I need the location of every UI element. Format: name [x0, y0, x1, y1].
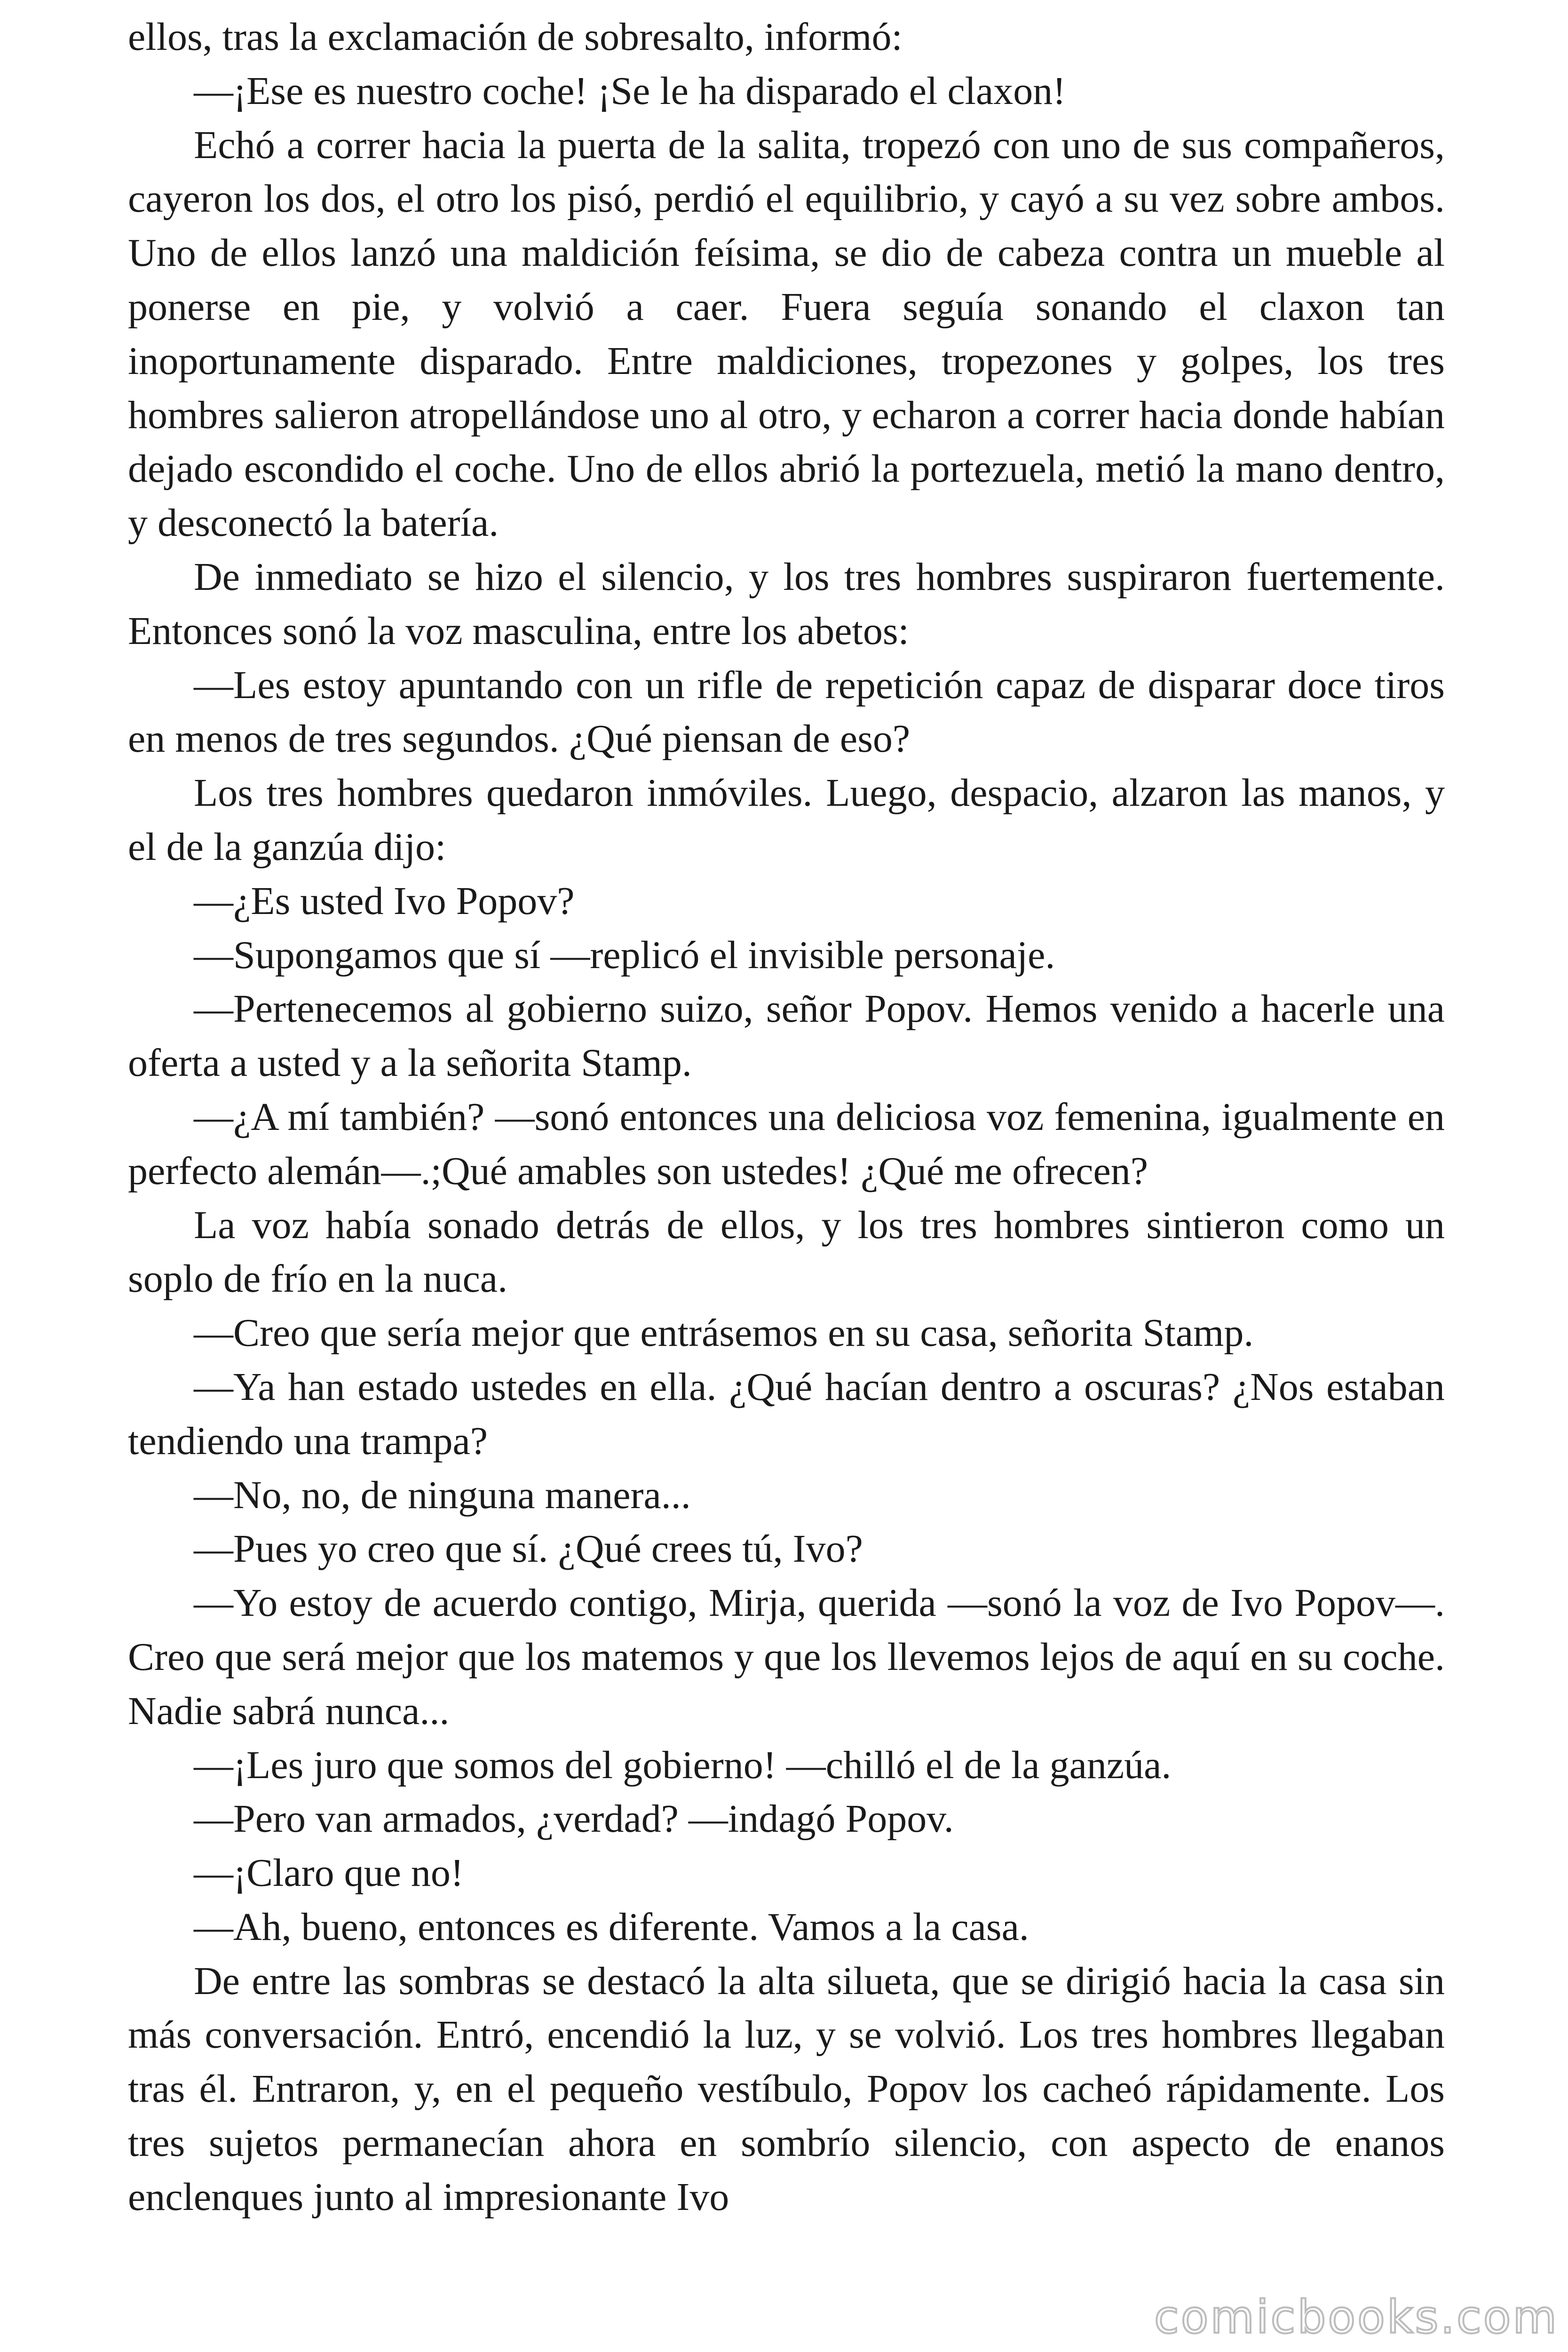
paragraph: —Ah, bueno, entonces es diferente. Vamos a la casa. [194, 1905, 1029, 1949]
paragraph: —Les estoy apuntando con un rifle de repetición capaz de disparar doce tiros en menos de tres segundos. ¿Qué piensan de eso? [128, 663, 1445, 761]
paragraph: —Pues yo creo que sí. ¿Qué crees tú, Ivo? [194, 1527, 863, 1571]
page-text [128, 10, 1445, 2225]
paragraph: —Creo que sería mejor que entrásemos en su casa, señorita Stamp. [194, 1311, 1254, 1355]
paragraph: De inmediato se hizo el silencio, y los tres hombres suspiraron fuertemente. Entonces sonó la voz masculina, entre los abetos: [128, 555, 1445, 653]
paragraph: —Pero van armados, ¿verdad? —indagó Popov. [194, 1797, 954, 1841]
paragraph: —¡Les juro que somos del gobierno! —chilló el de la ganzúa. [194, 1743, 1172, 1787]
paragraph: —No, no, de ninguna manera... [194, 1473, 691, 1517]
paragraph: —Ya han estado ustedes en ella. ¿Qué hacían dentro a oscuras? ¿Nos estaban tendiendo una trampa? [128, 1365, 1445, 1463]
paragraph: De entre las sombras se destacó la alta silueta, que se dirigió hacia la casa sin más conversación. Entró, encendió la luz, y se volvió. Los tres hombres llegaban tras él. Entraron, y, en el pequeño vestíbulo, Popov los cacheó rápidamente. Los tres sujetos permanecían ahora en sombrío silencio, con aspecto de enanos enclenques junto al impresionante Ivo [128, 1959, 1445, 2219]
paragraph: La voz había sonado detrás de ellos, y los tres hombres sintieron como un soplo de frío en la nuca. [128, 1203, 1445, 1301]
paragraph: ellos, tras la exclamación de sobresalto, informó: [128, 15, 903, 59]
paragraph: —¡Claro que no! [194, 1851, 464, 1895]
paragraph: —¿Es usted Ivo Popov? [194, 879, 575, 923]
paragraph: —Pertenecemos al gobierno suizo, señor Popov. Hemos venido a hacerle una oferta a usted y a la señorita Stamp. [128, 987, 1445, 1085]
watermark-logo: comicbooks.com [1154, 2291, 1559, 2344]
paragraph: —Supongamos que sí —replicó el invisible personaje. [194, 933, 1055, 977]
paragraph: —¿A mí también? —sonó entonces una deliciosa voz femenina, igualmente en perfecto alemán—.;Qué amables son ustedes! ¿Qué me ofrecen? [128, 1095, 1445, 1193]
paragraph: Echó a correr hacia la puerta de la salita, tropezó con uno de sus compañeros, cayeron los dos, el otro los pisó, perdió el equilibrio, y cayó a su vez sobre ambos. Uno de ellos lanzó una maldición feísima, se dio de cabeza contra un mueble al ponerse en pie, y volvió a caer. Fuera seguía sonando el claxon tan inoportunamente disparado. Entre maldiciones, tropezones y golpes, los tres hombres salieron atropellándose uno al otro, y echaron a correr hacia donde habían dejado escondido el coche. Uno de ellos abrió la portezuela, metió la mano dentro, y desconectó la batería. [128, 123, 1445, 545]
paragraph: —Yo estoy de acuerdo contigo, Mirja, querida —sonó la voz de Ivo Popov—. Creo que será mejor que los matemos y que los llevemos lejos de aquí en su coche. Nadie sabrá nunca... [128, 1581, 1445, 1733]
paragraph: Los tres hombres quedaron inmóviles. Luego, despacio, alzaron las manos, y el de la ganzúa dijo: [128, 771, 1445, 869]
paragraph: —¡Ese es nuestro coche! ¡Se le ha disparado el claxon! [194, 69, 1066, 113]
